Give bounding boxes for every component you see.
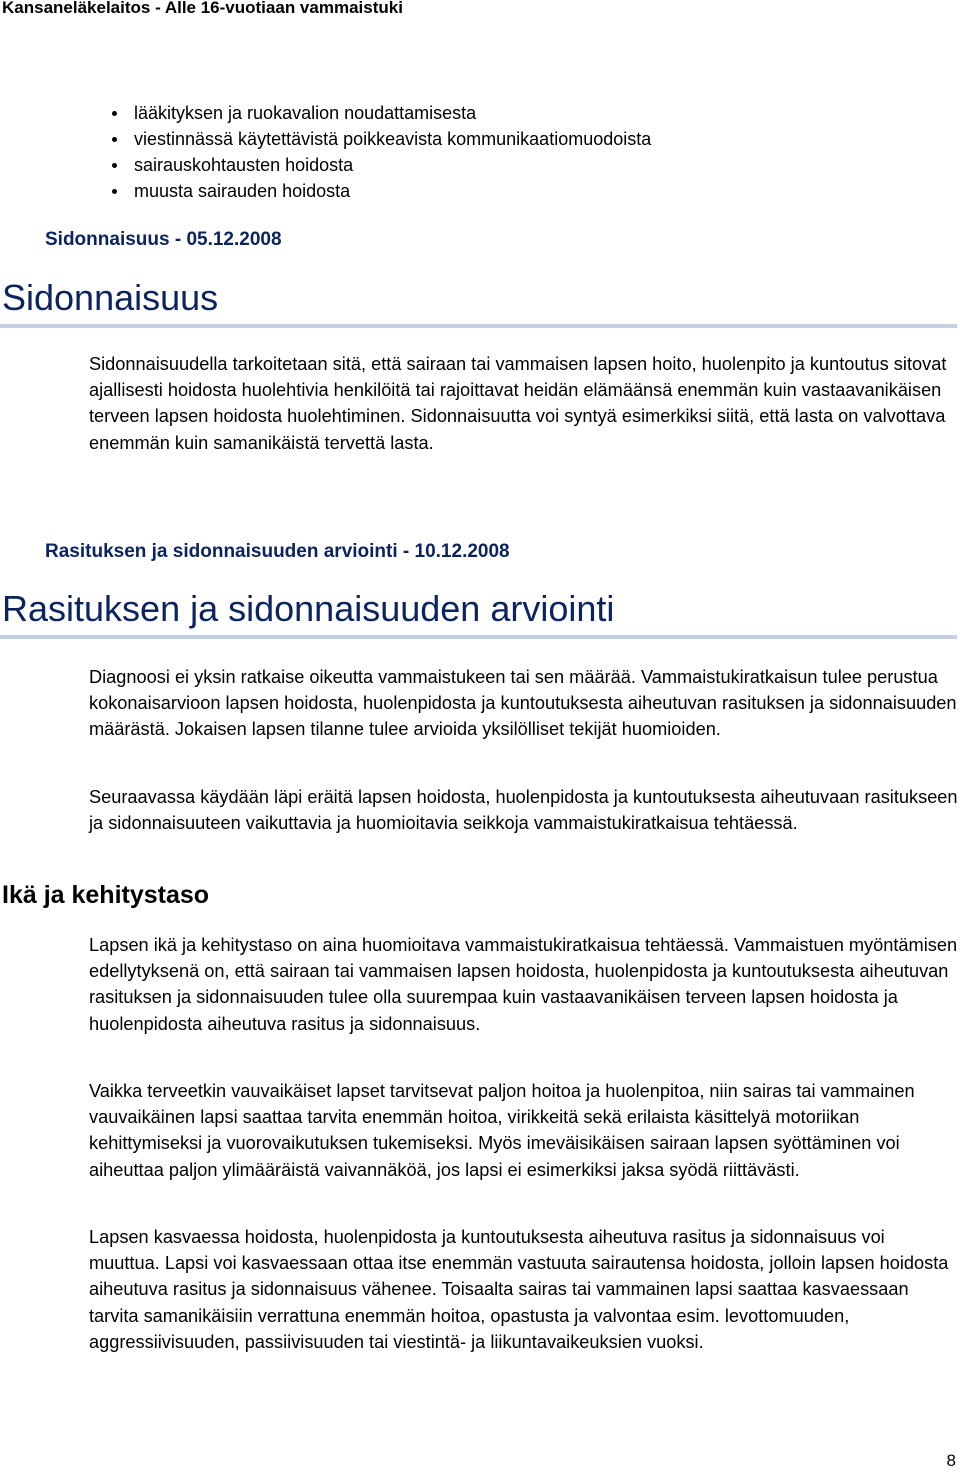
section-heading-arviointi: Rasituksen ja sidonnaisuuden arviointi (2, 588, 615, 629)
bullet-dot-icon (112, 189, 117, 194)
paragraph-ika-2: Vaikka terveetkin vauvaikäiset lapset tarvitsevat paljon hoitoa ja huolenpitoa, niin sairas tai vammainen vauvaikäinen lapsi saattaa tarvita enemmän hoitoa, virikkeitä sekä erilaista käsittelyä motoriikan kehittymiseksi ja vuorovaikutuksen tukemiseksi. Myös imeväisikäisen sairaan lapsen syöttäminen voi aiheuttaa paljon ylimääräistä vaivannäköä, jos lapsi ei esimerkiksi jaksa syödä riittävästi. (89, 1081, 915, 1180)
list-item-text: lääkityksen ja ruokavalion noudattamisesta (134, 103, 477, 123)
list-item (108, 178, 651, 204)
list-item (108, 152, 651, 178)
running-header: Kansaneläkelaitos - Alle 16-vuotiaan vammaistuki (2, 0, 403, 17)
section-crumb-arviointi: Rasituksen ja sidonnaisuuden arviointi - 10.12.2008 (45, 541, 510, 562)
list-item-text: muusta sairauden hoidosta (134, 181, 351, 201)
heading-rule (0, 635, 957, 639)
list-item-text: viestinnässä käytettävistä poikkeavista kommunikaatiomuodoista (134, 129, 652, 149)
section-heading-sidonnaisuus: Sidonnaisuus (2, 277, 219, 318)
paragraph-arviointi-2: Seuraavassa käydään läpi eräitä lapsen hoidosta, huolenpidosta ja kuntoutuksesta aiheutuvaan rasitukseen ja sidonnaisuuteen vaikuttavia ja huomioitavia seikkoja vammaistukiratkaisua tehtäessä. (89, 787, 958, 834)
list-item (108, 100, 651, 126)
section-crumb-sidonnaisuus: Sidonnaisuus - 05.12.2008 (45, 229, 282, 250)
paragraph-ika-3: Lapsen kasvaessa hoidosta, huolenpidosta ja kuntoutuksesta aiheutuva rasitus ja sidonnaisuus voi muuttua. Lapsi voi kasvaessaan ottaa itse enemmän vastuuta sairautensa hoidosta, jolloin lapsen hoidosta aiheutuva rasitus ja sidonnaisuus vähenee. Toisaalta sairas tai vammainen lapsi saattaa kasvaessaan tarvita samanikäisiin verrattuna enemmän hoitoa, opastusta ja valvontaa esim. levottomuuden, aggressiivisuuden, passiivisuuden tai viestintä- ja liikuntavaikeuksien vuoksi. (89, 1227, 949, 1352)
bullet-dot-icon (112, 137, 117, 142)
heading-rule (0, 324, 957, 328)
list-item-text: sairauskohtausten hoidosta (134, 155, 354, 175)
subheading-ika-ja-kehitystaso: Ikä ja kehitystaso (2, 881, 210, 909)
bullet-list (108, 100, 651, 204)
paragraph-ika-1: Lapsen ikä ja kehitystaso on aina huomioitava vammaistukiratkaisua tehtäessä. Vammaistuen myöntämisen edellytyksenä on, että sairaan tai vammaisen lapsen hoidosta, huolenpidosta ja kuntoutuksesta aiheutuvan rasituksen ja sidonnaisuuden tulee olla suurempaa kuin vastaavanikäisen terveen lapsen hoidosta ja huolenpidosta aiheutuva rasitus ja sidonnaisuus. (89, 935, 958, 1034)
bullet-dot-icon (112, 163, 117, 168)
bullet-dot-icon (112, 111, 117, 116)
page-number: 8 (946, 1451, 956, 1470)
paragraph-sidonnaisuus: Sidonnaisuudella tarkoitetaan sitä, että sairaan tai vammaisen lapsen hoito, huolenpito ja kuntoutus sitovat ajallisesti hoidosta huolehtivia henkilöitä tai rajoittavat heidän elämäänsä enemmän kuin vastaavanikäisen terveen lapsen hoidosta huolehtiminen. Sidonnaisuutta voi syntyä esimerkiksi siitä, että lasta on valvottava enemmän kuin samanikäistä tervettä lasta. (89, 354, 947, 453)
paragraph-arviointi-1: Diagnoosi ei yksin ratkaise oikeutta vammaistukeen tai sen määrää. Vammaistukiratkaisun tulee perustua kokonaisarvioon lapsen hoidosta, huolenpidosta ja kuntoutuksesta aiheutuvan rasituksen ja sidonnaisuuden määrästä. Jokaisen lapsen tilanne tulee arvioida yksilölliset tekijät huomioiden. (89, 667, 957, 740)
list-item (108, 126, 651, 152)
